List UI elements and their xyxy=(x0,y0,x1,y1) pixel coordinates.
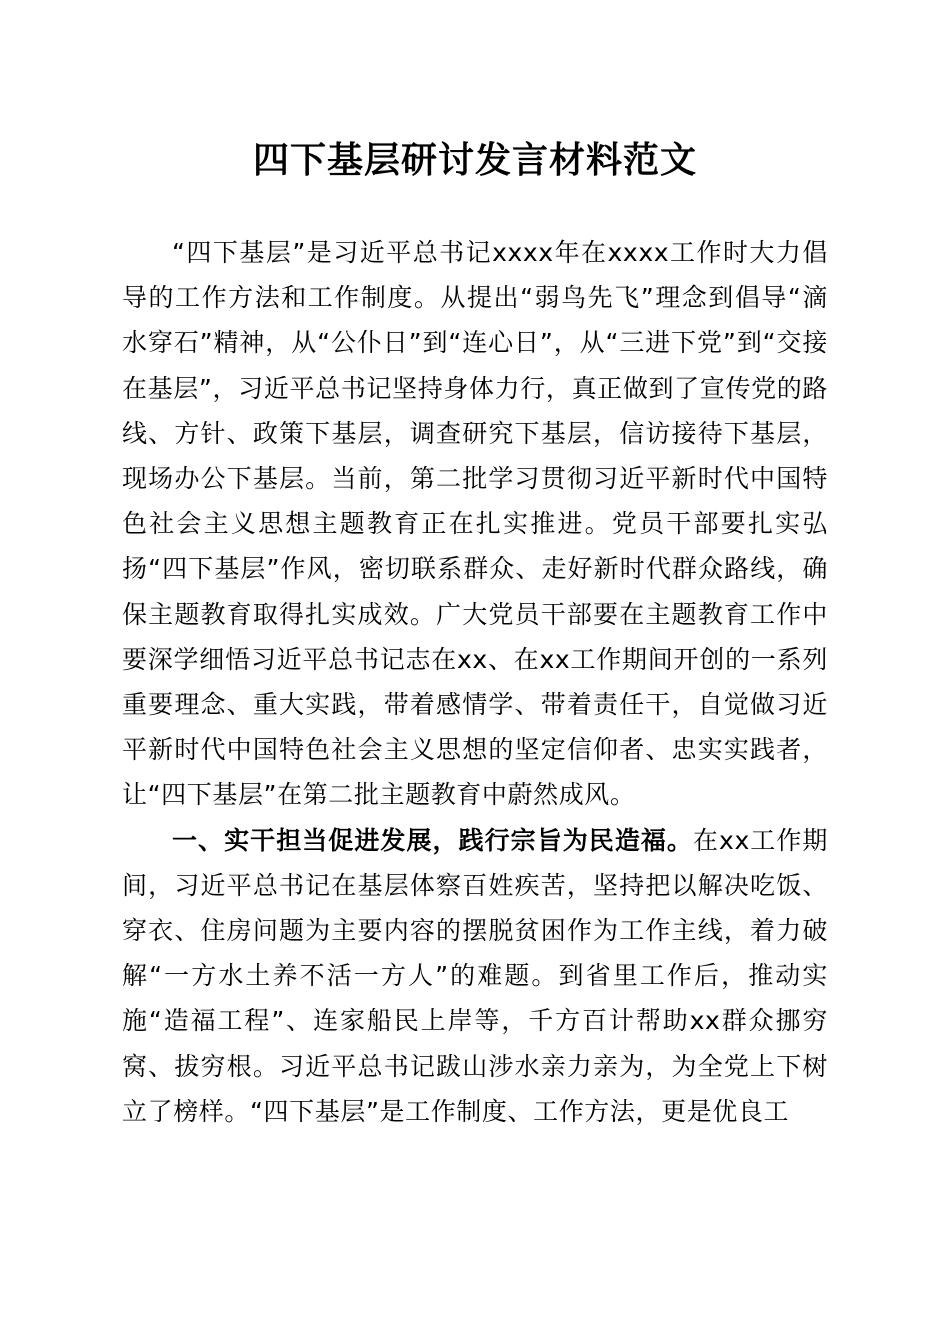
intro-paragraph xyxy=(122,230,828,818)
section-1-heading: 一、实干担当促进发展，践行宗旨为民造福。 xyxy=(172,825,693,855)
document-body xyxy=(122,230,828,1134)
section-1-text: 在xx工作期间，习近平总书记在基层体察百姓疾苦，坚持把以解决吃饭、穿衣、住房问题为主要内容的摆脱贫困作为工作主线，着力破解“一方水土养不活一方人”的难题。到省里工作后，推动实施“造福工程”、连家船民上岸等，千方百计帮助xx群众挪穷窝、拔穷根。习近平总书记跋山涉水亲力亲为，为全党上下树立了榜样。“四下基层”是工作制度、工作方法，更是优良工 xyxy=(122,825,828,1126)
document-title: 四下基层研讨发言材料范文 xyxy=(252,139,697,181)
intro-paragraph-text: “四下基层”是习近平总书记xxxx年在xxxx工作时大力倡导的工作方法和工作制度。从提出“弱鸟先飞”理念到倡导“滴水穿石”精神，从“公仆日”到“连心日”，从“三进下党”到“交接在基层”，习近平总书记坚持身体力行，真正做到了宣传党的路线、方针、政策下基层，调查研究下基层，信访接待下基层，现场办公下基层。当前，第二批学习贯彻习近平新时代中国特色社会主义思想主题教育正在扎实推进。党员干部要扎实弘扬“四下基层”作风，密切联系群众、走好新时代群众路线，确保主题教育取得扎实成效。广大党员干部要在主题教育工作中要深学细悟习近平总书记志在xx、在xx工作期间开创的一系列重要理念、重大实践，带着感情学、带着责任干，自觉做习近平新时代中国特色社会主义思想的坚定信仰者、忠实实践者，让“四下基层”在第二批主题教育中蔚然成风。 xyxy=(122,238,828,810)
section-1-paragraph xyxy=(122,818,828,1134)
